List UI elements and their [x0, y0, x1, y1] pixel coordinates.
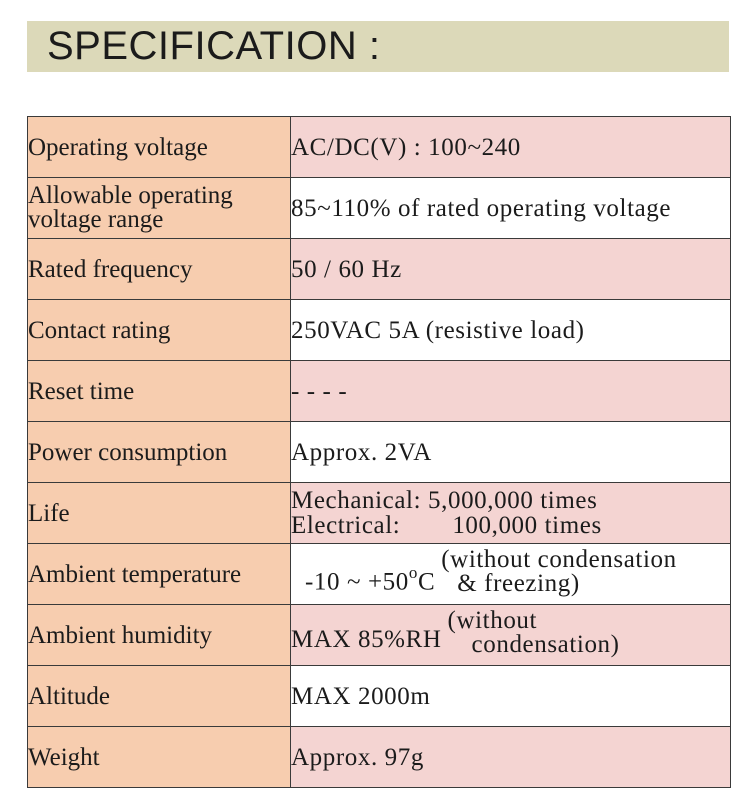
row-value — [291, 544, 731, 605]
row-label: Life — [28, 483, 291, 544]
row-label: Ambient humidity — [28, 605, 291, 666]
row-value — [291, 605, 731, 666]
spec-table — [27, 116, 731, 788]
row-value: Approx. 97g — [291, 727, 731, 788]
table-row — [28, 483, 731, 544]
table-row — [28, 422, 731, 483]
row-label: Ambient temperature — [28, 544, 291, 605]
row-label — [28, 178, 291, 239]
table-row — [28, 361, 731, 422]
spec-header-bar — [27, 21, 729, 72]
table-row — [28, 727, 731, 788]
life-value: 100,000 times — [452, 512, 602, 539]
row-label: Power consumption — [28, 422, 291, 483]
table-row — [28, 300, 731, 361]
life-key: Electrical: — [291, 512, 401, 539]
life-key: Mechanical: — [291, 487, 422, 514]
degree-mark: o — [408, 562, 418, 582]
note-line: (without — [447, 607, 538, 634]
row-value: 250VAC 5A (resistive load) — [291, 300, 731, 361]
row-label: Reset time — [28, 361, 291, 422]
table-row — [28, 605, 731, 666]
row-value: - - - - — [291, 361, 731, 422]
row-value: AC/DC(V) : 100~240 — [291, 117, 731, 178]
note-line: & freezing) — [457, 570, 580, 597]
row-label: Rated frequency — [28, 239, 291, 300]
table-row — [28, 117, 731, 178]
life-value: 5,000,000 times — [428, 487, 598, 514]
temp-main: -10 ~ +50 — [305, 568, 409, 596]
row-value: 85~110% of rated operating voltage — [291, 178, 731, 239]
note-line: condensation) — [471, 631, 620, 658]
row-value: 50 / 60 Hz — [291, 239, 731, 300]
page-title: SPECIFICATION : — [47, 24, 381, 68]
life-electrical — [291, 513, 730, 538]
temp-note — [441, 548, 676, 596]
temp-range — [305, 562, 435, 594]
row-label-line: Allowable operating — [28, 182, 233, 209]
row-label: Altitude — [28, 666, 291, 727]
row-label-line: voltage range — [28, 206, 164, 233]
note-line: (without condensation — [441, 546, 677, 573]
table-row — [28, 666, 731, 727]
row-value: Approx. 2VA — [291, 422, 731, 483]
life-mechanical — [291, 488, 730, 513]
row-label: Contact rating — [28, 300, 291, 361]
temp-unit: C — [417, 568, 436, 596]
table-row — [28, 544, 731, 605]
table-row — [28, 178, 731, 239]
humidity-note — [448, 609, 620, 657]
row-label: Weight — [28, 727, 291, 788]
row-label: Operating voltage — [28, 117, 291, 178]
row-value — [291, 483, 731, 544]
table-row — [28, 239, 731, 300]
row-value: MAX 2000m — [291, 666, 731, 727]
humidity-main: MAX 85%RH — [291, 625, 442, 653]
